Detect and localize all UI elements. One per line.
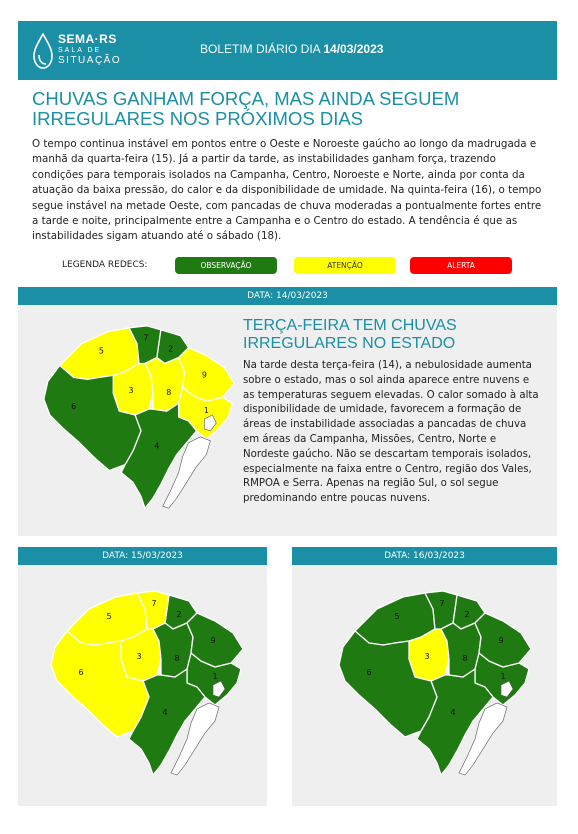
region-label-9: 9 [498, 636, 504, 645]
region-label-6: 6 [71, 402, 77, 412]
region-label-8: 8 [462, 654, 468, 663]
intro-paragraph: O tempo continua instável em pontos entre o Oeste e Noroeste gaúcho ao longo da madrugada e manhã da quarta-feira (15). Já a partir da tarde, as instabilidades ganham força, trazendo condições para temporais isolados na Campanha, Centro, Noroeste e Norte, ainda por conta da atuação da baixa pressão, do calor e da disponibilidade de umidade. Na quinta-feira (16), o tempo segue instável na metade Oeste, com pancadas de chuva moderadas a pontualmente fortes entre a tarde e noite, principalmente entre a Campanha e o Centro do estado. A tendência é que as instabilidades sigam atuando até o sábado (18). [32, 138, 542, 243]
region-label-5: 5 [106, 612, 112, 621]
rs-forecast-map [324, 579, 546, 789]
logo-sub2-text: SITUAÇÃO [58, 55, 122, 66]
panel-title: TERÇA-FEIRA TEM CHUVAS IRREGULARES NO ESTADO [243, 317, 457, 352]
panel-date-bar: DATA: 16/03/2023 [292, 547, 557, 565]
region-label-8: 8 [166, 388, 172, 398]
region-label-3: 3 [136, 652, 142, 661]
region-label-5: 5 [394, 612, 400, 621]
panel-date-bar: DATA: 14/03/2023 [18, 287, 557, 305]
region-label-4: 4 [162, 708, 168, 717]
headline: CHUVAS GANHAM FORÇA, MAS AINDA SEGUEM IRREGULARES NOS PRÓXIMOS DIAS [32, 88, 460, 129]
region-label-1: 1 [500, 672, 506, 681]
rs-forecast-map [36, 579, 258, 789]
drop-logo-icon [32, 33, 54, 69]
region-label-2: 2 [176, 610, 182, 619]
panel-body: Na tarde desta terça-feira (14), a nebulosidade aumenta sobre o estado, mas o sol ainda aparece entre nuvens e as temperaturas seguem elevadas. O calor somado à alta disponibilidade de umidade, favorecem a formação de áreas de instabilidade associadas a pancadas de chuva em áreas da Campanha, Missões, Centro, Norte e Nordeste gaúcho. Não se descartam temporais isolados, especialmente na faixa entre o Centro, região dos Vales, RMPOA e Serra. Apenas na região Sul, o sol segue predominando entre poucas nuvens. [243, 360, 539, 505]
region-label-4: 4 [450, 708, 456, 717]
legend-alerta: ALERTA [410, 257, 512, 274]
legend-label: LEGENDA REDECS: [62, 260, 148, 270]
region-label-3: 3 [424, 652, 430, 661]
bulletin-date: 14/03/2023 [323, 42, 384, 56]
region-label-1: 1 [212, 672, 218, 681]
panel-date-bar: DATA: 15/03/2023 [18, 547, 267, 565]
region-label-6: 6 [78, 668, 84, 677]
forecast-panel-day2 [18, 547, 267, 806]
legend-atencao: ATENÇÃO [294, 257, 396, 274]
rs-forecast-map [30, 313, 248, 523]
region-label-7: 7 [439, 599, 445, 608]
region-label-9: 9 [210, 636, 216, 645]
region-label-7: 7 [143, 333, 149, 343]
logo-sub-text: SALA DE [58, 47, 102, 54]
region-label-3: 3 [128, 386, 134, 396]
logo-main-text: SEMA·RS [58, 32, 117, 46]
region-label-4: 4 [154, 441, 160, 451]
region-label-5: 5 [98, 346, 104, 356]
forecast-panel-day1 [18, 287, 557, 536]
sema-rs-logo [32, 31, 142, 71]
legend [62, 257, 532, 275]
header-bar [18, 21, 557, 80]
region-label-2: 2 [168, 344, 174, 354]
bulletin-title [200, 42, 383, 56]
region-label-6: 6 [366, 668, 372, 677]
region-label-8: 8 [174, 654, 180, 663]
region-label-1: 1 [203, 406, 209, 416]
legend-observacao: OBSERVAÇÃO [175, 257, 277, 274]
region-label-7: 7 [151, 599, 157, 608]
forecast-panel-day3 [292, 547, 557, 806]
region-label-2: 2 [464, 610, 470, 619]
region-label-9: 9 [201, 370, 207, 380]
bulletin-title-prefix: BOLETIM DIÁRIO DIA [200, 42, 321, 56]
